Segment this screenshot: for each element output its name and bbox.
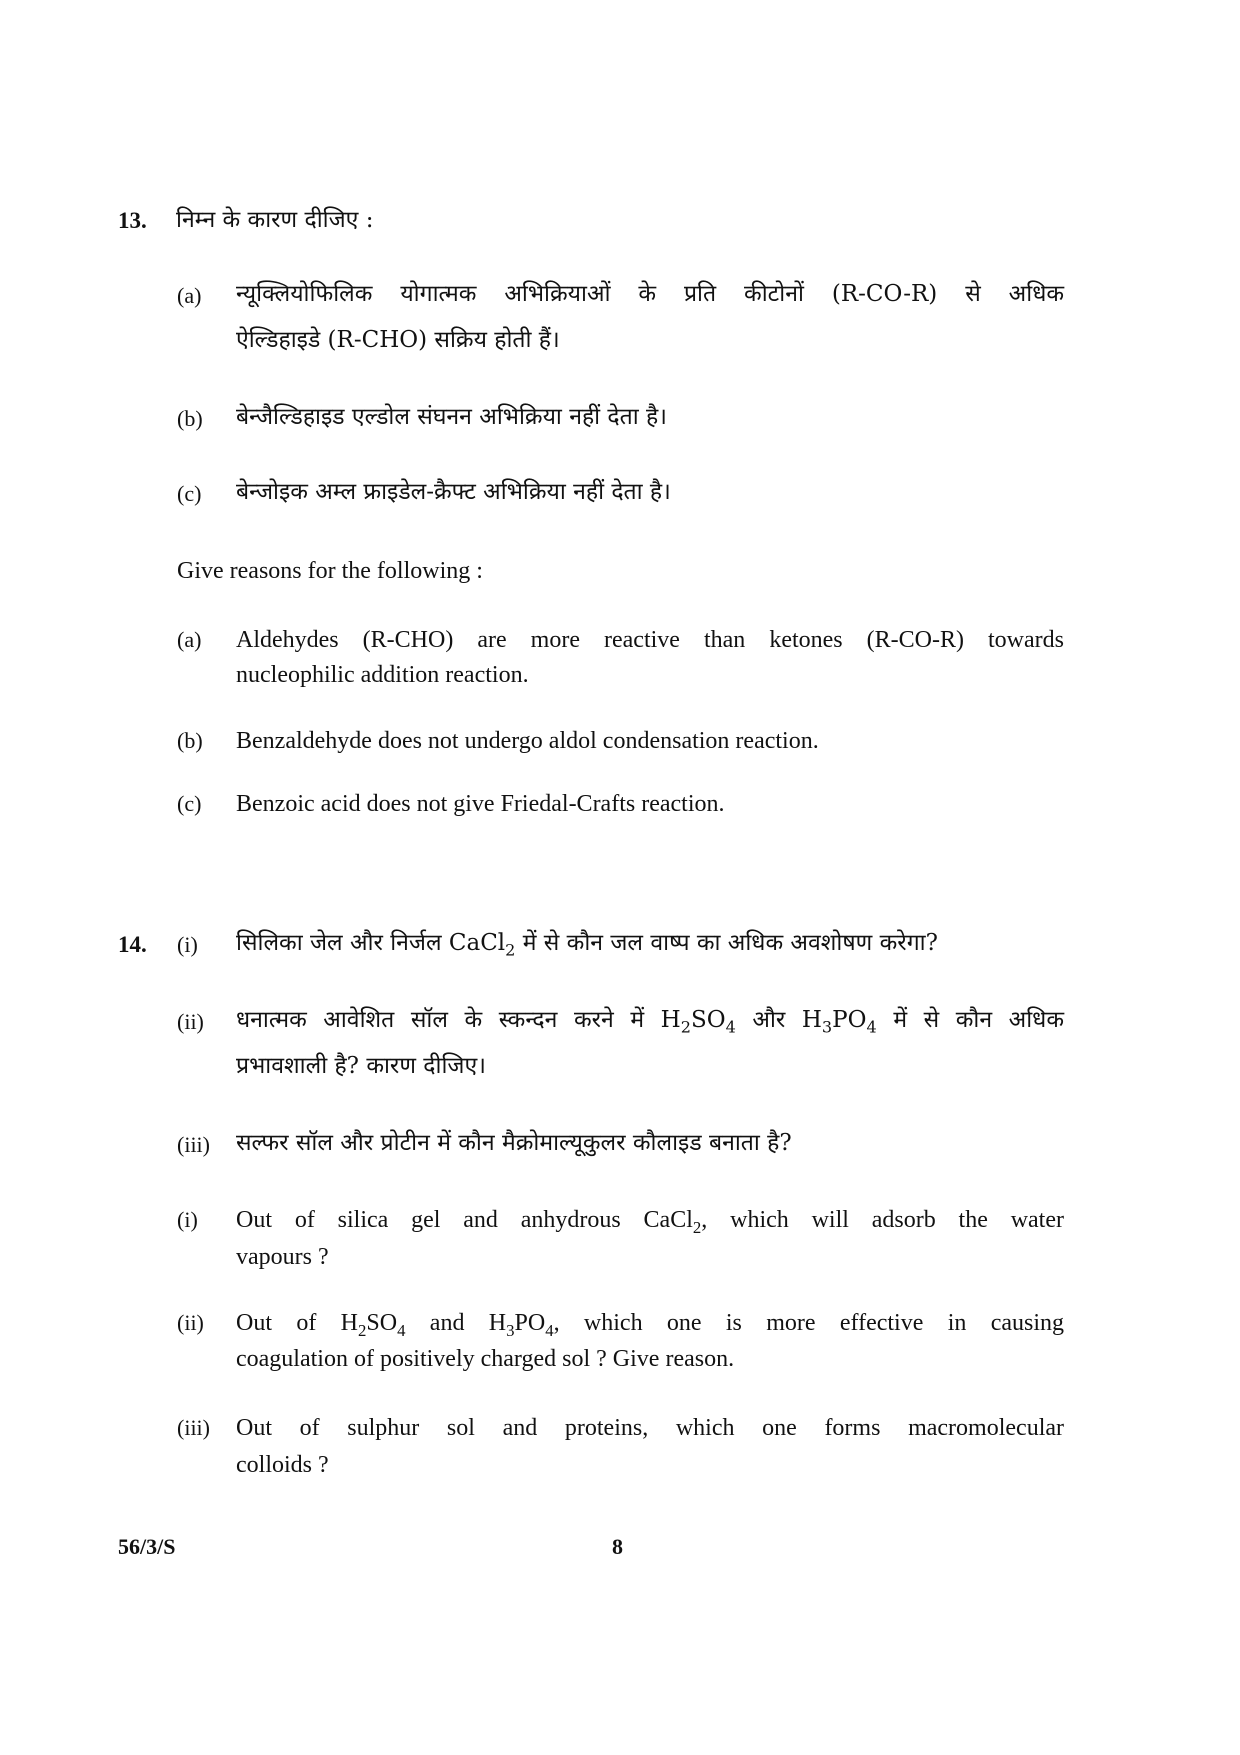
- q14-hi-ii-label: (ii): [177, 1009, 204, 1034]
- q14-en-iii-label: (iii): [177, 1415, 210, 1440]
- q14-hi-ii-line2: प्रभावशाली है? कारण दीजिए।: [236, 1053, 486, 1079]
- q13-hi-b-line1: बेन्जैल्डिहाइड एल्डोल संघनन अभिक्रिया नहीं देता है।: [236, 404, 667, 430]
- q13-en-a-line1: Aldehydes (R-CHO) are more reactive than ketones (R-CO-R) towards: [236, 627, 1064, 653]
- question-13-number: 13.: [118, 208, 147, 233]
- q13-hi-a-label: (a): [177, 283, 202, 308]
- q14-en-i-line1: Out of silica gel and anhydrous CaCl$_2$, which will adsorb the water: [236, 1207, 1064, 1237]
- q13-hi-b-label: (b): [177, 406, 203, 431]
- q14-hi-iii-line1: सल्फर सॉल और प्रोटीन में कौन मैक्रोमाल्यूकुलर कौलाइड बनाता है?: [236, 1130, 792, 1156]
- q13-hi-a-line1: न्यूक्लियोफिलिक योगात्मक अभिक्रियाओं के प्रति कीटोनों (R-CO-R) से अधिक: [236, 281, 1064, 307]
- question-14-number: 14.: [118, 932, 147, 957]
- q13-english-instruction: Give reasons for the following :: [177, 558, 483, 584]
- q14-en-i-label: (i): [177, 1207, 198, 1232]
- q13-hindi-instruction: निम्न के कारण दीजिए :: [176, 207, 374, 233]
- q14-hi-ii-line1: धनात्मक आवेशित सॉल के स्कन्दन करने में $H_2SO_4$ और $H_3PO_4$ में से कौन अधिक: [236, 1007, 1064, 1037]
- q13-en-c-label: (c): [177, 791, 202, 816]
- q14-en-i-line2: vapours ?: [236, 1244, 329, 1270]
- q13-en-c-line1: Benzoic acid does not give Friedal-Crafts reaction.: [236, 791, 725, 817]
- q14-en-ii-line1: Out of $H_2SO_4$ and $H_3PO_4$, which one is more effective in causing: [236, 1310, 1065, 1340]
- q14-en-iii-line1: Out of sulphur sol and proteins, which one forms macromolecular: [236, 1415, 1064, 1441]
- paper-code: 56/3/S: [118, 1534, 176, 1559]
- q13-en-a-line2: nucleophilic addition reaction.: [236, 662, 529, 688]
- q13-hi-c-line1: बेन्जोइक अम्ल फ्राइडेल-क्रैफ्ट अभिक्रिया नहीं देता है।: [236, 479, 671, 505]
- page-number: 8: [612, 1534, 623, 1559]
- q14-hi-iii-label: (iii): [177, 1132, 210, 1157]
- q14-en-ii-label: (ii): [177, 1310, 204, 1335]
- q13-en-b-line1: Benzaldehyde does not undergo aldol condensation reaction.: [236, 728, 819, 754]
- q13-hi-a-line2: ऐल्डिहाइडे (R-CHO) सक्रिय होती हैं।: [236, 327, 560, 353]
- q14-en-iii-line2: colloids ?: [236, 1452, 329, 1478]
- q14-hi-i-line1: सिलिका जेल और निर्जल CaCl$_2$ में से कौन जल वाष्प का अधिक अवशोषण करेगा?: [236, 930, 938, 960]
- q14-en-ii-line2: coagulation of positively charged sol ? Give reason.: [236, 1346, 735, 1372]
- q13-hi-c-label: (c): [177, 481, 202, 506]
- q14-hi-i-label: (i): [177, 932, 198, 957]
- q13-en-a-label: (a): [177, 627, 202, 652]
- q13-en-b-label: (b): [177, 728, 203, 753]
